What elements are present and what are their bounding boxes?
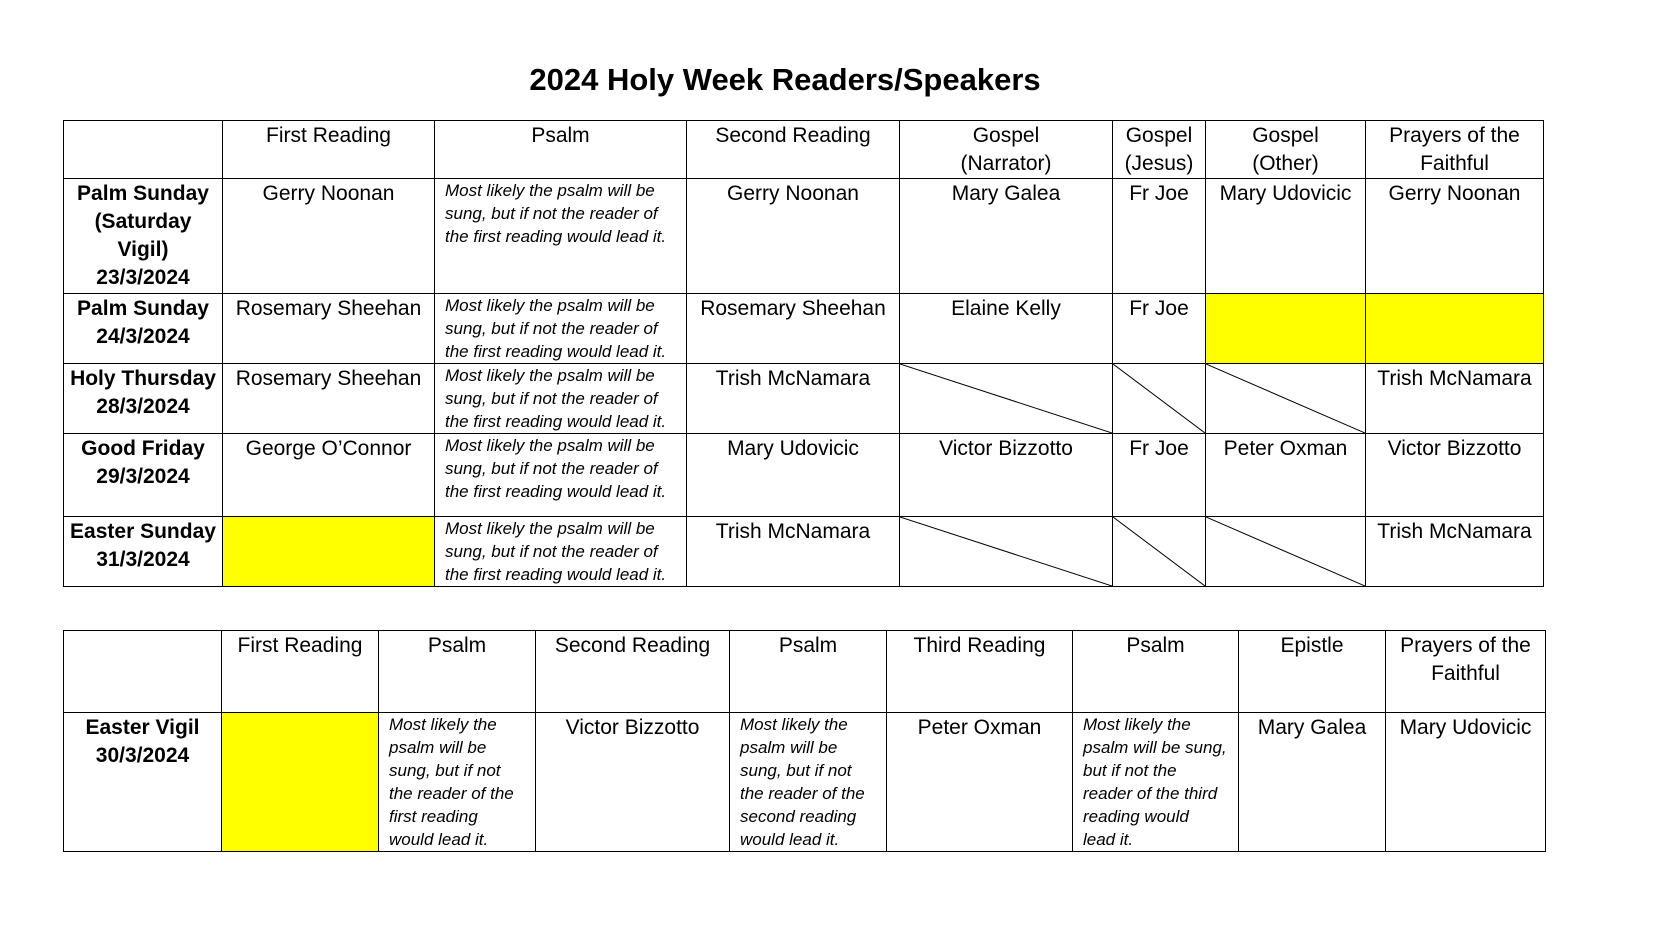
second-reading-cell: Mary Udovicic bbox=[687, 434, 900, 517]
header-gospel-jesus: Gospel (Jesus) bbox=[1113, 121, 1206, 179]
header-gospel-other: Gospel (Other) bbox=[1206, 121, 1366, 179]
header-empty bbox=[64, 631, 222, 713]
first-reading-cell: Gerry Noonan bbox=[223, 179, 435, 294]
prayers-cell: Trish McNamara bbox=[1366, 364, 1544, 434]
day-cell: Holy Thursday 28/3/2024 bbox=[64, 364, 223, 434]
third-reading-cell: Peter Oxman bbox=[887, 713, 1073, 852]
not-applicable-cell bbox=[1113, 517, 1206, 587]
table-row bbox=[64, 364, 1544, 434]
psalm-note-cell: Most likely the psalm will be sung, but if not the reader of the second reading would lead it. bbox=[730, 713, 887, 852]
gospel-narrator-cell: Elaine Kelly bbox=[900, 294, 1113, 364]
header-row bbox=[64, 631, 1546, 713]
not-applicable-cell bbox=[900, 517, 1113, 587]
second-reading-cell: Trish McNamara bbox=[687, 364, 900, 434]
header-first-reading: First Reading bbox=[222, 631, 379, 713]
day-cell: Palm Sunday 24/3/2024 bbox=[64, 294, 223, 364]
header-prayers: Prayers of the Faithful bbox=[1386, 631, 1546, 713]
first-reading-cell-unassigned bbox=[223, 517, 435, 587]
header-second-reading: Second Reading bbox=[536, 631, 730, 713]
header-psalm: Psalm bbox=[379, 631, 536, 713]
not-applicable-cell bbox=[1113, 364, 1206, 434]
table-row bbox=[64, 179, 1544, 294]
day-cell: Easter Sunday 31/3/2024 bbox=[64, 517, 223, 587]
prayers-cell-unassigned bbox=[1366, 294, 1544, 364]
day-cell: Good Friday 29/3/2024 bbox=[64, 434, 223, 517]
easter-vigil-table bbox=[63, 630, 1546, 852]
header-psalm: Psalm bbox=[730, 631, 887, 713]
header-epistle: Epistle bbox=[1239, 631, 1386, 713]
header-psalm: Psalm bbox=[1073, 631, 1239, 713]
header-gospel-narrator: Gospel (Narrator) bbox=[900, 121, 1113, 179]
first-reading-cell: Rosemary Sheehan bbox=[223, 364, 435, 434]
header-second-reading: Second Reading bbox=[687, 121, 900, 179]
header-first-reading: First Reading bbox=[223, 121, 435, 179]
psalm-note-cell: Most likely the psalm will be sung, but if not the reader of the first reading would lead it. bbox=[435, 294, 687, 364]
psalm-note-cell: Most likely the psalm will be sung, but if not the reader of the first reading would lead it. bbox=[435, 179, 687, 294]
gospel-jesus-cell: Fr Joe bbox=[1113, 434, 1206, 517]
header-third-reading: Third Reading bbox=[887, 631, 1073, 713]
second-reading-cell: Trish McNamara bbox=[687, 517, 900, 587]
prayers-cell: Mary Udovicic bbox=[1386, 713, 1546, 852]
day-cell: Palm Sunday (Saturday Vigil) 23/3/2024 bbox=[64, 179, 223, 294]
first-reading-cell: Rosemary Sheehan bbox=[223, 294, 435, 364]
psalm-note-cell: Most likely the psalm will be sung, but if not the reader of the third reading would lead it. bbox=[1073, 713, 1239, 852]
gospel-other-cell: Peter Oxman bbox=[1206, 434, 1366, 517]
gospel-jesus-cell: Fr Joe bbox=[1113, 179, 1206, 294]
holy-week-table bbox=[63, 120, 1544, 587]
first-reading-cell-unassigned bbox=[222, 713, 379, 852]
psalm-note-cell: Most likely the psalm will be sung, but if not the reader of the first reading would lead it. bbox=[435, 517, 687, 587]
gospel-narrator-cell: Victor Bizzotto bbox=[900, 434, 1113, 517]
header-row bbox=[64, 121, 1544, 179]
prayers-cell: Trish McNamara bbox=[1366, 517, 1544, 587]
not-applicable-cell bbox=[900, 364, 1113, 434]
prayers-cell: Gerry Noonan bbox=[1366, 179, 1544, 294]
header-psalm: Psalm bbox=[435, 121, 687, 179]
prayers-cell: Victor Bizzotto bbox=[1366, 434, 1544, 517]
second-reading-cell: Victor Bizzotto bbox=[536, 713, 730, 852]
second-reading-cell: Gerry Noonan bbox=[687, 179, 900, 294]
psalm-note-cell: Most likely the psalm will be sung, but if not the reader of the first reading would lead it. bbox=[435, 434, 687, 517]
gospel-narrator-cell: Mary Galea bbox=[900, 179, 1113, 294]
page-title: 2024 Holy Week Readers/Speakers bbox=[529, 62, 1041, 97]
gospel-other-cell-unassigned bbox=[1206, 294, 1366, 364]
psalm-note-cell: Most likely the psalm will be sung, but if not the reader of the first reading would lead it. bbox=[379, 713, 536, 852]
table-row bbox=[64, 517, 1544, 587]
header-empty bbox=[64, 121, 223, 179]
day-cell: Easter Vigil 30/3/2024 bbox=[64, 713, 222, 852]
header-prayers: Prayers of the Faithful bbox=[1366, 121, 1544, 179]
table-row bbox=[64, 434, 1544, 517]
not-applicable-cell bbox=[1206, 364, 1366, 434]
not-applicable-cell bbox=[1206, 517, 1366, 587]
table-row bbox=[64, 713, 1546, 852]
gospel-other-cell: Mary Udovicic bbox=[1206, 179, 1366, 294]
first-reading-cell: George O’Connor bbox=[223, 434, 435, 517]
psalm-note-cell: Most likely the psalm will be sung, but if not the reader of the first reading would lead it. bbox=[435, 364, 687, 434]
gospel-jesus-cell: Fr Joe bbox=[1113, 294, 1206, 364]
second-reading-cell: Rosemary Sheehan bbox=[687, 294, 900, 364]
epistle-cell: Mary Galea bbox=[1239, 713, 1386, 852]
table-row bbox=[64, 294, 1544, 364]
